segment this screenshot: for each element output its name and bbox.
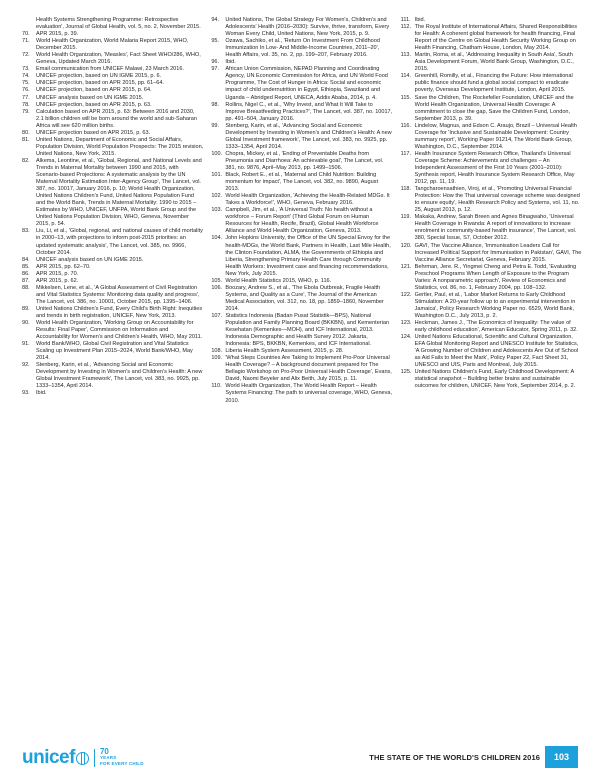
reference-text: Ibid. [225, 59, 236, 66]
reference-item [211, 278, 392, 285]
reference-text: Chopra, Mickey, et al., 'Ending of Preventable Deaths from Pneumonia and Diarrhoea: An achievable goal', The Lancet, vol. 381, no. 9876, April–May 2013, pp. 1499–1506. [225, 150, 384, 171]
reference-item [211, 38, 392, 59]
reference-text: Health Insurance System Research Office, Thailand's Universal Coverage Scheme: Achievements and challenges – An Independent Assessment of the First 10 Years (2001–2010): Synthesis report, Health Insurance System Research Office, May 2012, pp. 11, 19. [414, 150, 575, 186]
reference-number: 106. [211, 284, 223, 291]
reference-text: The Royal Institute of International Affairs, Shared Responsibilities for Health: A coherent global framework for health financing, Final Report of the Centre on Global Health Security Working Group on Health Financing, Chatham House, London, May 2014. [414, 24, 578, 52]
reference-number: 103. [211, 207, 223, 214]
reference-item [22, 264, 203, 271]
reference-item [401, 151, 582, 186]
reference-item [401, 186, 582, 214]
reference-item [401, 123, 582, 151]
reference-item [401, 243, 582, 264]
reference-text: African Union Commission, NEPAD Planning and Coordinating Agency, UN Economic Commission for Africa, and UN World Food Programme, The Cost of Hunger in Africa: Social and economic impact of child undernutrition in Egypt, Ethiopia, Swaziland and Uganda – Abridged Report, UNECA, Addis Ababa, 2014, p. 4. [225, 66, 388, 101]
reference-text: United Nations Educational, Scientific and Cultural Organization, EFA Global Monitoring Report and UNESCO Institute for Statistics, 'A Growing Number of Children and Adolescents Are Out of School as Aid Fails to Meet the Mark', Policy Paper 22, Fact Sheet 31, UNESCO and UIS, Paris and Montreal, July 2015. [414, 334, 579, 369]
reference-text: UNICEF projection based on APR 2015, p. 63. [36, 129, 151, 136]
reference-number: 83. [22, 228, 30, 235]
reference-text: Alkema, Leontine, et al., 'Global, Regional, and National Levels and Trends in Maternal Mortality between 1990 and 2015, with Scenario-based Projections: A systematic analysis by the UN Maternal Mortality Estimation Inter-Agency Group', The Lancet, vol. 387, no. 10017, January 2016, p. 10; World Health Organization, United Nations Children's Fund, United Nations Population Fund and the World Bank, Trends in Maternal Mortality: 1990 to 2015 – Estimates by WHO, UNICEF, UNFPA, World Bank Group and the United Nations Population Division, WHO, Geneva, November 2015, p. 54. [36, 157, 202, 228]
reference-item [22, 52, 203, 66]
reference-item [22, 80, 203, 87]
reference-item [22, 102, 203, 109]
reference-text: World Health Statistics 2015, WHO, p. 116. [225, 277, 332, 284]
reference-number: 110. [211, 383, 222, 390]
reference-number: 111. [400, 17, 411, 23]
reference-text: UNICEF projection, based on APR 2015, p. 63. [36, 101, 152, 108]
reference-number: 70. [22, 31, 30, 38]
reference-number: 118. [400, 186, 412, 193]
reference-item [22, 87, 203, 94]
reference-item [211, 348, 392, 355]
reference-text: Martin, Roma, et al., 'Addressing Inequality in South Asia', South Asia Development Forum, World Bank Group, Washington, D.C., 2015. [414, 52, 574, 73]
reference-number: 99. [211, 122, 220, 129]
reference-text: Campbell, Jim, et al., 'A Universal Truth: No health without a workforce – Forum Report' (Third Global Forum on Human Resources for Health, Recife, Brazil), Global Health Workforce Alliance and World Health Organization, Geneva, 2013. [225, 207, 379, 235]
reference-item [22, 95, 203, 102]
reference-text: Black, Robert E., et al., 'Maternal and Child Nutrition: Building momentum for impact', The Lancet, vol. 382, no. 9890, August 2013. [225, 172, 378, 193]
reference-item [22, 73, 203, 80]
reference-text: Statistics Indonesia (Badan Pusat Statistik—BPS), National Population and Family Planning Board (BKKBN), and Kementerian Kesehatan (Kemenkes—MOH), and ICF International, 2013. Indonesia Demographic and Health Survey 2012. Jakarta, Indonesia: BPS, BKKBN, Kemenkes, and ICF International. [225, 312, 390, 348]
reference-item [211, 235, 392, 277]
reference-item [22, 137, 203, 158]
reference-number: 81. [22, 136, 30, 143]
reference-item [211, 313, 392, 348]
reference-number: 88. [22, 284, 30, 291]
reference-number: 114. [400, 73, 412, 80]
reference-number: 84. [22, 256, 30, 263]
reference-text: United Nations Children's Fund, Every Child's Birth Right: Inequities and trends in birth registration, UNICEF, New York, 2013. [36, 305, 203, 319]
reference-text: Rollins, Nigel C., et al., 'Why Invest, and What It Will Take to Improve Breastfeeding Practices?', The Lancet, vol. 387, no. 10017, pp. 491–504, January 2016. [225, 101, 393, 122]
reference-text: Heckman, James J., 'The Economics of Inequality: The value of early childhood education', American Educator, Spring 2011, p. 32. [414, 320, 578, 334]
reference-item [211, 207, 392, 235]
reference-text: UNICEF projection, based on UN IGME 2015, p. 6. [36, 73, 162, 80]
reference-item [211, 102, 392, 123]
reference-item [211, 193, 392, 207]
reference-number: 87. [22, 277, 30, 284]
reference-text: Stenberg, Karin, et al., 'Advancing Social and Economic Development by Investing in Women's and Children's Health: A new Global Investment framework', The Lancet, vol. 383, no. 9925, pp. 1333–1354, April 2014. [225, 122, 392, 150]
reference-text: United Nations Children's Fund, Early Childhood Development: A statistical snapshot – Building better brains and sustainable outcomes for children, UNICEF, New York, September 2014, p. 2. [414, 369, 576, 390]
anniversary-line-1: YEARS [99, 755, 117, 760]
reference-number: 73. [22, 66, 30, 73]
reference-number: 124. [400, 334, 412, 341]
reference-number: 123. [400, 320, 412, 327]
reference-number: 122. [400, 291, 412, 298]
reference-item [211, 172, 392, 193]
reference-text: Lindelow, Magnus, and Edson C. Araujo, Brazil – Universal Health Coverage for 'Inclusive and Sustainable Development: Country summary report', Working Paper 91214, The World Bank Group, Washington, D.C., September 2014. [414, 122, 577, 150]
reference-item [211, 285, 392, 313]
reference-number: 96. [211, 59, 220, 66]
reference-number: 125. [400, 369, 412, 376]
reference-number: 105. [211, 277, 223, 284]
anniversary-number: 70 [99, 747, 109, 756]
reference-text: UNICEF projection, based on APR 2015, p. 64. [36, 87, 152, 94]
reference-item [22, 257, 203, 264]
reference-item [211, 17, 392, 38]
reference-number: 120. [400, 242, 412, 249]
reference-text: Stenberg, Karin, et al., 'Advancing Social and Economic Development by Investing in Women's and Children's Health: A new Global Investment Framework', The Lancet, vol. 383, no. 9925, pp. 1333–1354, April 2014. [36, 362, 203, 390]
reference-item [22, 341, 203, 362]
reference-text: Ozawa, Sachiko, et al., 'Return On Investment From Childhood Immunization In Low- And Middle-Income Countries, 2011–20', Health Affairs, vol. 35, no. 2, pp. 199–207, February 2016. [225, 38, 380, 59]
reference-text: Health Systems Strengthening Programme: Retrospective evaluation', Journal of Global Health, vol. 5, no. 2, November 2015. [36, 17, 201, 31]
reference-item [22, 31, 203, 38]
reference-text: World Health Organization, 'Achieving the Health-Related MDGs. It Takes a Workforce!', WHO, Geneva, February 2016. [225, 193, 390, 207]
reference-item [211, 355, 392, 383]
reference-item [22, 320, 203, 341]
reference-text: APR 2015, p. 39. [36, 31, 79, 38]
reference-number: 76. [22, 87, 30, 94]
reference-item [211, 66, 392, 101]
reference-item [22, 228, 203, 256]
reference-text: Calculation based on APR 2015, p. 63: Between 2016 and 2030, 2.1 billion children will be born around the world and sub-Saharan Africa will see 620 million births. [36, 108, 197, 129]
references-column-1 [22, 17, 203, 722]
reference-number: 82. [22, 157, 30, 164]
reference-text: Save the Children, The Rockefeller Foundation, UNICEF and the World Health Organization, Universal Health Coverage: A commitment to close the gap, Save the Children Fund, London, September 2013, p. 39. [414, 94, 574, 122]
reference-text: APR 2015, pp. 62–70. [36, 263, 91, 270]
references-columns [22, 17, 582, 722]
reference-number: 85. [22, 263, 30, 270]
reference-item [22, 306, 203, 320]
reference-number: 101. [211, 172, 223, 179]
reference-text: Behrman, Jere. R., Yingmei Cheng and Petra E. Todd, 'Evaluating Preschool Programs When Length of Exposure to the Program Varies: A nonparametric approach', Review of Economics and Statistics, vol. 86, no. 1, February 2004, pp. 108–132. [414, 263, 577, 291]
reference-item [401, 95, 582, 123]
reference-number: 93. [22, 390, 30, 397]
reference-text: Gertler, Paul, et al., 'Labor Market Returns to Early Childhood Stimulation: A 20-year follow up to an experimental intervention in Jamaica', Policy Research Working Paper no. 6529, World Bank, Washington D.C., July 2013, p. 2. [414, 291, 576, 319]
reference-number: 109. [211, 355, 223, 362]
reference-text: APR 2015, p. 70. [36, 270, 79, 277]
reference-number: 71. [22, 38, 30, 45]
reference-item [22, 17, 203, 31]
reference-item [22, 130, 203, 137]
reference-item [22, 109, 203, 130]
reference-text: John Hopkins University, the Office of the UN Special Envoy for the health-MDGs, the World Bank, Partners in Health, Last Mile Health, the Clinton Foundation, ALMA, the Governments of Ethiopia and Liberia, Strengthening Primary Health Care through Community Health Workers: Investment case and financing recommendations, New York, July 2015. [225, 235, 391, 277]
references-column-3 [401, 17, 582, 722]
page-number: 103 [545, 746, 578, 768]
reference-number: 98. [211, 101, 220, 108]
reference-text: World Health Organization, World Malaria Report 2015, WHO, December 2015. [36, 38, 189, 52]
reference-number: 78. [22, 101, 30, 108]
reference-number: 104. [211, 235, 223, 242]
unicef-wordmark: unicef [22, 747, 75, 768]
reference-number: 112. [400, 24, 412, 31]
reference-item [211, 383, 392, 404]
reference-number: 113. [400, 52, 412, 59]
reference-number: 115. [400, 94, 412, 101]
reference-text: Liu, Li, et al., 'Global, regional, and national causes of child mortality in 2000–13, with projections to inform post-2015 priorities: an updated systematic analysis', The Lancet, vol. 385, no. 9966, October 2014. [36, 228, 203, 256]
reference-number: 77. [22, 94, 30, 101]
reference-number [22, 17, 36, 31]
reference-number: 94. [211, 17, 220, 23]
reference-text: UNICEF projection, based on APR 2015, pp. 61–64. [36, 80, 164, 87]
reference-number: 72. [22, 52, 30, 59]
reference-item [401, 17, 582, 24]
reference-number: 75. [22, 80, 30, 87]
report-title: THE STATE OF THE WORLD'S CHILDREN 2016 [369, 753, 540, 762]
reference-number: 74. [22, 73, 30, 80]
reference-item [22, 271, 203, 278]
reference-text: Tangcharoensathien, Viroj, et al., 'Promoting Universal Financial Protection: How the Thai universal coverage scheme was designed to ensure equity', Health Research Policy and Systems, vol. 11, no. 25, August 2013, p. 12. [414, 186, 580, 214]
reference-item [401, 369, 582, 390]
reference-text: Greenhill, Romilly, et al., Financing the Future: How international public finance should fund a global social compact to eradicate poverty, Overseas Development Institute, London, April 2015. [414, 73, 573, 94]
reference-text: Email communication from UNICEF Malawi, 23 March 2016. [36, 66, 184, 73]
anniversary-line-2: FOR EVERY CHILD [99, 761, 144, 766]
reference-number: 90. [22, 320, 30, 327]
reference-text: UNICEF analysis based on UN IGME 2015. [36, 256, 144, 263]
references-column-2 [211, 17, 392, 722]
reference-number: 117. [400, 150, 412, 157]
reference-number: 97. [211, 66, 220, 73]
reference-text: United Nations, The Global Strategy For Women's, Children's and Adolescents' Health (2016–2030): Survive, thrive, transform, Every Woman Every Child, United Nations, New York, 2015, p. 9. [225, 17, 390, 38]
reference-number: 89. [22, 305, 30, 312]
reference-item [211, 123, 392, 151]
reference-item [401, 292, 582, 320]
reference-number: 116. [400, 122, 412, 129]
reference-number: 108. [211, 348, 223, 355]
reference-text: Mikkelsen, Lene, et al., 'A Global Assessment of Civil Registration and Vital Statistics Systems: Monitoring data quality and progress', The Lancet, vol. 386, no. 10001, October 2015, pp. 1395–1406. [36, 284, 200, 305]
reference-item [22, 278, 203, 285]
reference-number: 92. [22, 362, 30, 369]
reference-text: World Bank/WHO, Global Civil Registration and Vital Statistics Scaling up Investment Plan 2015–2024, World Bank/WHO, May 2014. [36, 341, 193, 362]
reference-text: World Health Organization, 'Working Group on Accountability for Results: Final Paper', Commission on Information and Accountability for Women's and Children's Health, WHO, May 2011. [36, 320, 203, 341]
reference-item [22, 362, 203, 390]
reference-item [401, 320, 582, 334]
reference-item [401, 24, 582, 52]
reference-number: 100. [211, 150, 223, 157]
reference-item [22, 285, 203, 306]
reference-text: World Health Organization, The World Health Report – Health Systems Financing: The path to universal coverage, WHO, Geneva, 2010. [225, 383, 393, 404]
reference-item [22, 66, 203, 73]
reference-text: APR 2015, p. 62. [36, 277, 79, 284]
reference-number: 107. [211, 312, 223, 319]
reference-number: 79. [22, 108, 30, 115]
reference-text: Ibid. [36, 390, 47, 397]
reference-item [401, 334, 582, 369]
anniversary-mark [94, 749, 144, 767]
reference-text: 'What Steps Countries Are Taking to Implement Pro-Poor Universal Health Coverage? – A background document prepared for The Bellagio Workshop on Pro-Poor Universal Health Coverage', Evans, David, Naomi Beyeler and Alix Beith, July 2015, p. 11. [225, 355, 392, 383]
reference-number: 80. [22, 129, 30, 136]
globe-icon [76, 752, 89, 765]
unicef-logo [22, 747, 144, 769]
reference-number: 95. [211, 38, 220, 45]
reference-number: 91. [22, 341, 30, 348]
reference-text: United Nations, Department of Economic and Social Affairs, Population Division, World Population Prospects: The 2015 revision, United Nations, New York, 2015. [36, 136, 204, 157]
page-footer [0, 736, 600, 776]
reference-text: Makaka, Andrew, Sarah Breen and Agnes Binagwaho, 'Universal Health Coverage in Rwanda: A report of innovations to increase enrolment in community-based health insurance', The Lancet, vol. 380, Special Issue, S7, October 2012. [414, 214, 577, 242]
reference-number: 86. [22, 270, 30, 277]
reference-item [22, 390, 203, 397]
reference-text: UNICEF analysis based on UN IGME 2015. [36, 94, 144, 101]
reference-item [401, 73, 582, 94]
reference-number: 102. [211, 193, 223, 200]
reference-number: 119. [400, 214, 412, 221]
reference-item [401, 52, 582, 73]
reference-item [401, 214, 582, 242]
reference-item [22, 38, 203, 52]
reference-text: GAVI, The Vaccine Alliance, 'Immunisation Leaders Call for Increased Political Support for Immunisation in Pakistan', GAVI, The Vaccine Alliance Secretariat, Geneva, February 2015. [414, 242, 582, 263]
reference-text: Liberia Health System Assessment, 2015, p. 28. [225, 348, 344, 355]
reference-item [211, 151, 392, 172]
reference-item [211, 59, 392, 66]
reference-text: Ibid. [414, 17, 426, 23]
reference-item [22, 158, 203, 228]
reference-text: Boozary, Andrew S., et al., 'The Ebola Outbreak, Fragile Health Systems, and Quality as a Cure', The Journal of the American Medical Association, vol. 312, no. 18, pp. 1859–1860, November 2014. [225, 284, 384, 312]
reference-number: 121. [400, 263, 412, 270]
reference-item [401, 264, 582, 292]
reference-text: World Health Organization, 'Measles', Fact Sheet WHO/286, WHO, Geneva, Updated March 2016. [36, 52, 201, 66]
